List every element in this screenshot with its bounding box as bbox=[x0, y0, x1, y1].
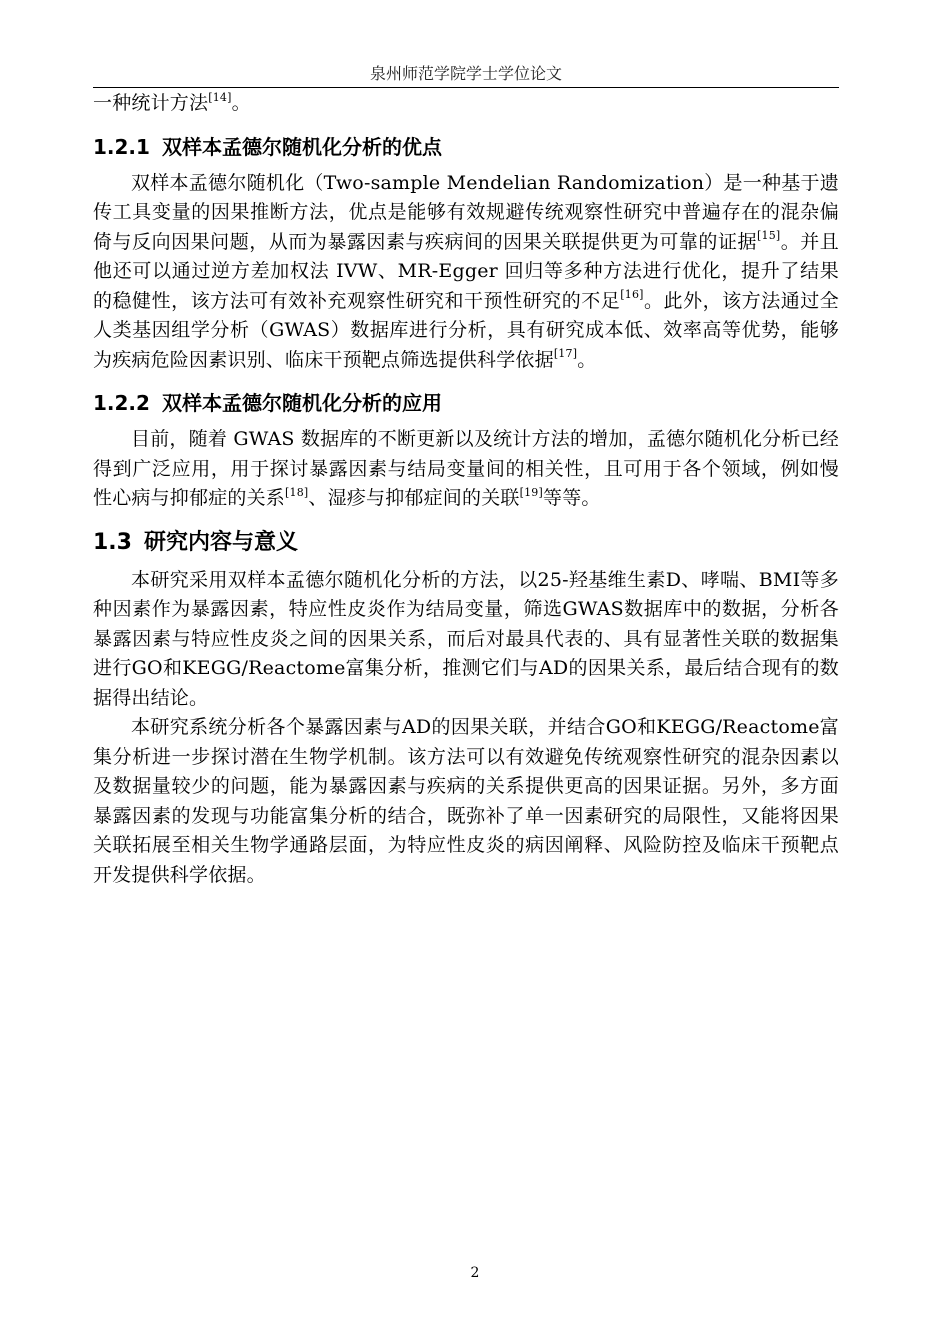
paragraph-advantages: 双样本孟德尔随机化（Two-sample Mendelian Randomization）是一种基于遗传工具变量的因果推断方法，优点是能够有效规避传统观察性研究中普遍存在的混杂偏倚与反向因果问题，从而为暴露因素与疾病间的因果关联提供更为可靠的证据[15]。并且他还可以通过逆方差加权法 IVW、MR-Egger 回归等多种方法进行优化，提升了结果的稳健性，该方法可有效补充观察性研究和干预性研究的不足[16]。此外，该方法通过全人类基因组学分析（GWAS）数据库进行分析，具有研究成本低、效率高等优势，能够为疾病危险因素识别、临床干预靶点筛选提供科学依据[17]。 bbox=[93, 171, 839, 371]
citation: [14] bbox=[208, 90, 232, 104]
citation: [16] bbox=[620, 288, 644, 302]
header-rule bbox=[93, 87, 839, 88]
page-content bbox=[93, 89, 839, 890]
citation: [17] bbox=[553, 347, 578, 361]
page-number: 2 bbox=[470, 1265, 480, 1281]
citation: [15] bbox=[757, 229, 781, 243]
citation: [19] bbox=[519, 485, 543, 499]
section-heading-1-2-2: 1.2.2 双样本孟德尔随机化分析的应用 bbox=[93, 391, 442, 415]
running-header: 泉州师范学院学士学位论文 bbox=[369, 64, 562, 83]
citation: [18] bbox=[285, 485, 309, 499]
continued-paragraph: 一种统计方法[14]。 bbox=[93, 90, 251, 114]
section-heading-1-2-1: 1.2.1 双样本孟德尔随机化分析的优点 bbox=[93, 134, 442, 159]
section-heading-1-3: 1.3 研究内容与意义 bbox=[93, 529, 298, 555]
paragraph-applications: 目前，随着 GWAS 数据库的不断更新以及统计方法的增加，孟德尔随机化分析已经得到广泛应用，用于探讨暴露因素与结局变量间的相关性，且可用于各个领域，例如慢性心病与抑郁症的关系[18]、湿疹与抑郁症间的关联[19]等等。 bbox=[93, 428, 839, 509]
paragraph-research-significance: 本研究系统分析各个暴露因素与AD的因果关联，并结合GO和KEGG/Reactome富集分析进一步探讨潜在生物学机制。该方法可以有效避免传统观察性研究的混杂因素以及数据量较少的问题，能为暴露因素与疾病的关系提供更高的因果证据。另外，多方面暴露因素的发现与功能富集分析的结合，既弥补了单一因素研究的局限性，又能将因果关联拓展至相关生物学通路层面，为特应性皮炎的病因阐释、风险防控及临床干预靶点开发提供科学依据。 bbox=[93, 716, 839, 886]
paragraph-research-content: 本研究采用双样本孟德尔随机化分析的方法，以25-羟基维生素D、哮喘、BMI等多种因素作为暴露因素，特应性皮炎作为结局变量，筛选GWAS数据库中的数据，分析各暴露因素与特应性皮炎之间的因果关系，而后对最具代表的、具有显著性关联的数据集进行GO和KEGG/Reactome富集分析，推测它们与AD的因果关系，最后结合现有的数据得出结论。 bbox=[93, 568, 839, 709]
